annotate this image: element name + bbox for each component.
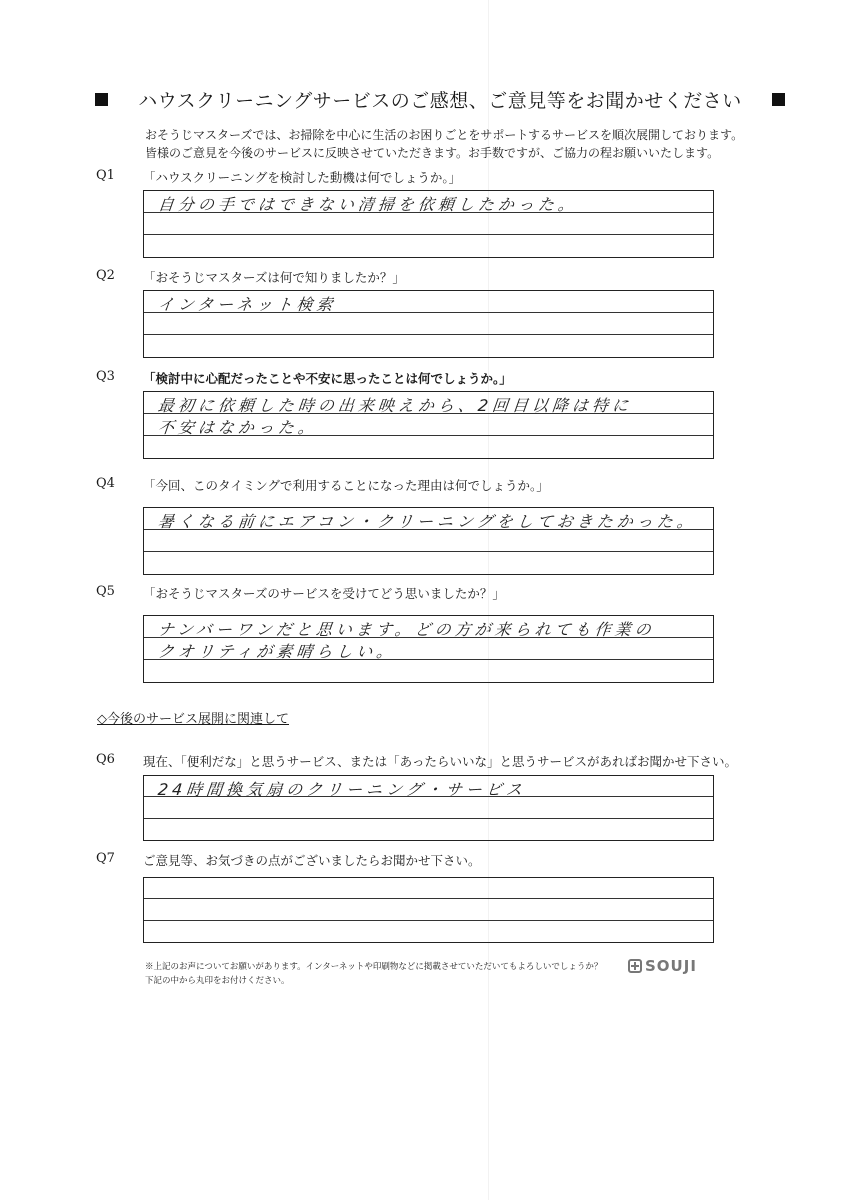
answer-line [144,335,713,357]
question-text: 「ハウスクリーニングを検討した動機は何でしょうか。」 [143,170,462,185]
answer-line [144,552,713,574]
answer-line [144,921,713,942]
section-heading: ◇今後のサービス展開に関連して [97,712,289,727]
plus-square-icon [628,959,642,973]
handwritten-answer: 最初に依頼した時の出来映えから、2回目以降は特に [156,396,634,415]
handwritten-answer: インターネット検索 [156,295,338,314]
intro-line: おそうじマスターズでは、お掃除を中心に生活のお困りごとをサポートするサービスを順次展開しております。 [145,128,744,142]
question-number: Q2 [96,268,115,283]
page-header [95,86,785,113]
square-bullet-icon [772,93,785,106]
intro-text [145,126,765,162]
answer-box-q3[interactable] [143,391,714,459]
question-number: Q6 [96,752,115,767]
answer-box-q7[interactable] [143,877,714,943]
question-text: 「おそうじマスターズのサービスを受けてどう思いましたか？」 [143,586,505,601]
question-text: 「おそうじマスターズは何で知りましたか？」 [143,270,405,285]
question-text: 「今回、このタイミングで利用することになった理由は何でしょうか。」 [143,478,549,493]
answer-line [144,530,713,552]
answer-box-q6[interactable] [143,775,714,841]
answer-box-q5[interactable] [143,615,714,683]
question-text: 「検討中に心配だったことや不安に思ったことは何でしょうか。」 [143,371,512,386]
answer-line [144,235,713,257]
answer-line [144,213,713,235]
answer-line [144,819,713,840]
answer-line [144,899,713,920]
handwritten-answer: 暑くなる前にエアコン・クリーニングをしておきたかった。 [156,512,698,531]
answer-line [144,392,713,414]
question-text: ご意見等、お気づきの点がございましたらお聞かせ下さい。 [143,853,481,868]
footnote-cut: 下記の中から丸印をお付けください。 [145,976,290,986]
answer-line [144,313,713,335]
handwritten-answer: 不安はなかった。 [156,417,319,437]
logo-text: SOUJI [645,957,697,975]
answer-line [144,616,713,638]
question-number: Q3 [96,369,115,384]
answer-box-q2[interactable] [143,290,714,358]
handwritten-answer: 自分の手ではできない清掃を依頼したかった。 [156,195,579,214]
answer-line [144,797,713,818]
question-number: Q7 [96,851,115,866]
question-number: Q1 [96,168,115,183]
answer-line [144,436,713,458]
souji-logo [628,957,697,975]
answer-line [144,660,713,682]
answer-line [144,638,713,660]
answer-line [144,776,713,797]
question-number: Q5 [96,584,115,599]
square-bullet-icon [95,93,108,106]
question-number: Q4 [96,476,115,491]
footnote: ※上記のお声についてお願いがあります。インターネットや印刷物などに掲載させていただいてもよろしいでしょうか？ [145,962,603,972]
page-title: ハウスクリーニングサービスのご感想、ご意見等をお聞かせください [138,90,742,112]
answer-line [144,291,713,313]
handwritten-answer: 24時間換気扇のクリーニング・サービス [156,780,527,799]
handwritten-answer: クオリティが素晴らしい。 [156,641,398,661]
answer-line [144,414,713,436]
answer-line [144,878,713,899]
handwritten-answer: ナンバーワンだと思います。どの方が来られても作業の [156,620,656,639]
answer-line [144,191,713,213]
intro-line: 皆様のご意見を今後のサービスに反映させていただきます。お手数ですが、ご協力の程お願いいたします。 [145,146,720,160]
question-text: 現在、「便利だな」と思うサービス、または「あったらいいな」と思うサービスがあればお聞かせ下さい。 [143,754,738,769]
answer-box-q1[interactable] [143,190,714,258]
answer-box-q4[interactable] [143,507,714,575]
answer-line [144,508,713,530]
